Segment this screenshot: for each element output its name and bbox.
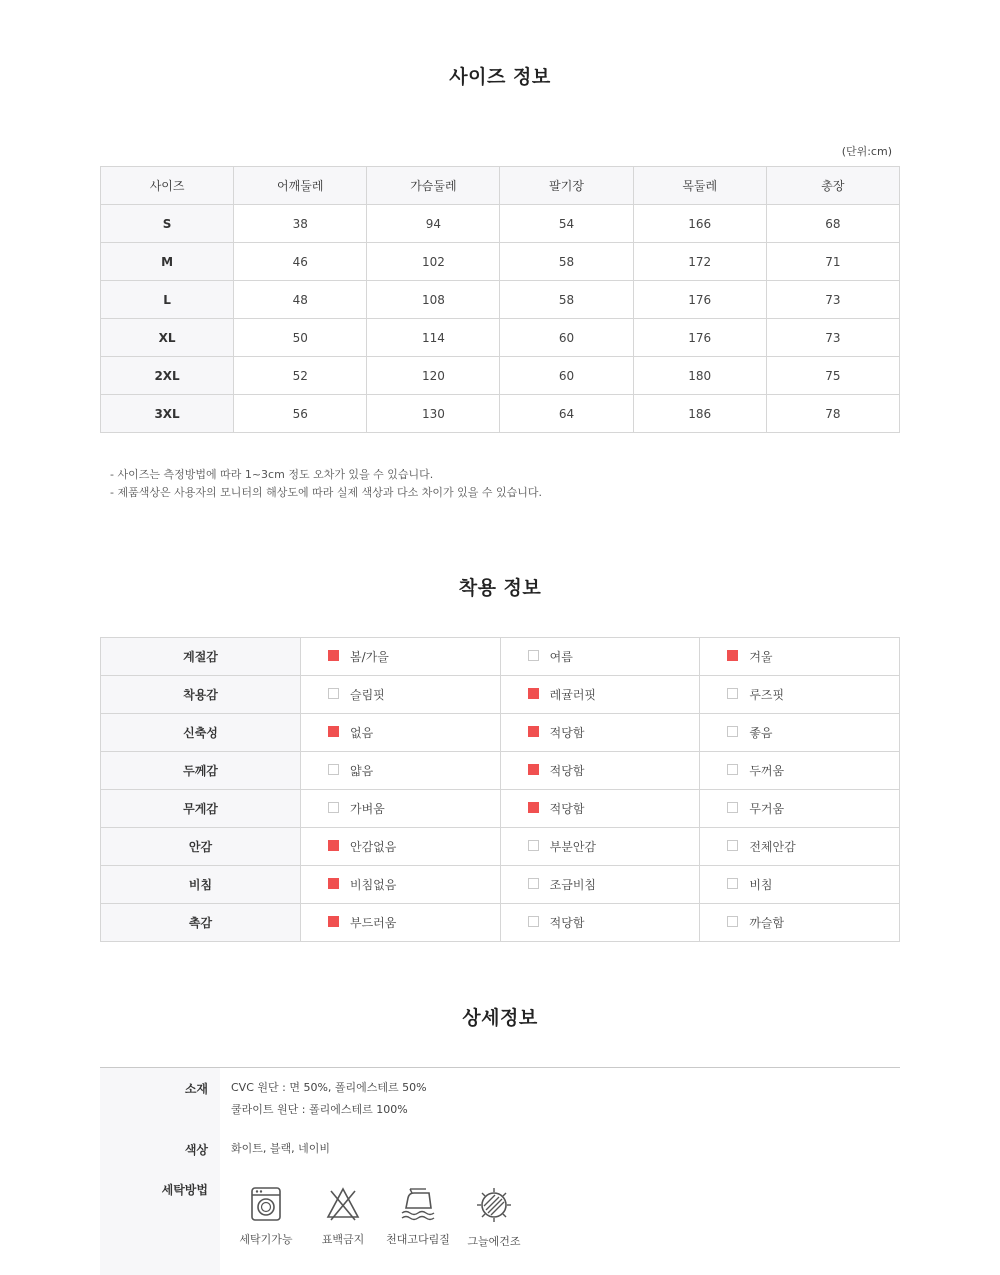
fit-option-label: 얇음 bbox=[350, 764, 374, 778]
material-values bbox=[231, 1077, 427, 1121]
checked-box-icon bbox=[328, 726, 339, 737]
fit-table bbox=[100, 637, 900, 942]
size-table bbox=[100, 166, 900, 433]
fit-option bbox=[301, 828, 501, 866]
fit-option-label: 적당함 bbox=[549, 764, 585, 778]
size-value-cell: 52 bbox=[234, 357, 367, 395]
unit-label: (단위:cm) bbox=[841, 145, 892, 158]
unchecked-box-icon bbox=[727, 688, 738, 699]
fit-option bbox=[301, 904, 501, 942]
fit-option-label: 적당함 bbox=[549, 802, 585, 816]
fit-option bbox=[301, 676, 501, 714]
fit-option bbox=[500, 828, 700, 866]
fit-option bbox=[500, 638, 700, 676]
fit-option bbox=[301, 714, 501, 752]
unchecked-box-icon bbox=[727, 840, 738, 851]
material-line: CVC 원단 : 면 50%, 폴리에스테르 50% bbox=[231, 1081, 427, 1094]
size-value-cell: 64 bbox=[500, 395, 633, 433]
fit-option bbox=[301, 866, 501, 904]
unchecked-box-icon bbox=[328, 688, 339, 699]
wash-item-label: 그늘에건조 bbox=[467, 1235, 521, 1248]
size-notes bbox=[110, 466, 542, 502]
fit-row bbox=[101, 828, 900, 866]
fit-info-title: 착용 정보 bbox=[458, 577, 542, 599]
unchecked-box-icon bbox=[727, 764, 738, 775]
fit-option-label: 까슬함 bbox=[749, 916, 785, 930]
color-label: 색상 bbox=[184, 1143, 208, 1157]
fit-row bbox=[101, 676, 900, 714]
wash-item-label: 천대고다림질 bbox=[386, 1233, 450, 1246]
size-info-title: 사이즈 정보 bbox=[449, 66, 551, 88]
size-value-cell: 73 bbox=[766, 281, 899, 319]
unchecked-box-icon bbox=[727, 802, 738, 813]
fit-row-label: 비침 bbox=[101, 866, 301, 904]
fit-option bbox=[500, 676, 700, 714]
fit-row bbox=[101, 790, 900, 828]
checked-box-icon bbox=[328, 650, 339, 661]
size-value-cell: 102 bbox=[367, 243, 500, 281]
size-value-cell: 50 bbox=[234, 319, 367, 357]
fit-option-label: 부드러움 bbox=[350, 916, 397, 930]
fit-option bbox=[700, 828, 900, 866]
fit-option-label: 부분안감 bbox=[549, 840, 597, 854]
size-table-row bbox=[101, 281, 900, 319]
size-value-cell: 176 bbox=[633, 281, 766, 319]
size-value-cell: 120 bbox=[367, 357, 500, 395]
size-value-cell: 56 bbox=[234, 395, 367, 433]
size-header-cell: 목둘레 bbox=[633, 167, 766, 205]
size-header-cell: 어깨둘레 bbox=[234, 167, 367, 205]
size-table-header-row bbox=[101, 167, 900, 205]
size-name-cell: M bbox=[101, 243, 234, 281]
size-header-cell: 가슴둘레 bbox=[367, 167, 500, 205]
unchecked-box-icon bbox=[528, 840, 539, 851]
fit-row-label: 계절감 bbox=[101, 638, 301, 676]
detail-panel bbox=[100, 1067, 900, 1275]
size-table-row bbox=[101, 357, 900, 395]
checked-box-icon bbox=[528, 726, 539, 737]
detail-info-title: 상세정보 bbox=[462, 1007, 538, 1029]
fit-option bbox=[700, 714, 900, 752]
size-name-cell: 2XL bbox=[101, 357, 234, 395]
wash-label: 세탁방법 bbox=[161, 1183, 208, 1197]
size-value-cell: 38 bbox=[234, 205, 367, 243]
fit-option-label: 루즈핏 bbox=[749, 688, 785, 702]
fit-row bbox=[101, 904, 900, 942]
fit-option-label: 무거움 bbox=[749, 802, 785, 816]
size-value-cell: 114 bbox=[367, 319, 500, 357]
washing-machine-icon bbox=[249, 1186, 283, 1222]
color-value: 화이트, 블랙, 네이비 bbox=[231, 1142, 330, 1155]
size-table-row bbox=[101, 205, 900, 243]
size-value-cell: 130 bbox=[367, 395, 500, 433]
unchecked-box-icon bbox=[528, 916, 539, 927]
fit-option-label: 적당함 bbox=[549, 916, 585, 930]
note-line: - 사이즈는 측정방법에 따라 1~3cm 정도 오차가 있을 수 있습니다. bbox=[110, 468, 434, 481]
size-value-cell: 166 bbox=[633, 205, 766, 243]
size-value-cell: 46 bbox=[234, 243, 367, 281]
size-header-cell: 총장 bbox=[766, 167, 899, 205]
fit-option-label: 비침 bbox=[749, 878, 773, 892]
fit-option-label: 두꺼움 bbox=[749, 764, 785, 778]
fit-row bbox=[101, 866, 900, 904]
unchecked-box-icon bbox=[528, 650, 539, 661]
size-value-cell: 94 bbox=[367, 205, 500, 243]
fit-option-label: 봄/가을 bbox=[350, 650, 389, 664]
fit-row-label: 촉감 bbox=[101, 904, 301, 942]
fit-option bbox=[700, 904, 900, 942]
size-value-cell: 180 bbox=[633, 357, 766, 395]
checked-box-icon bbox=[528, 688, 539, 699]
wash-item-label: 세탁기가능 bbox=[239, 1233, 293, 1246]
fit-option-label: 가벼움 bbox=[350, 802, 385, 816]
fit-option bbox=[500, 752, 700, 790]
fit-option bbox=[500, 790, 700, 828]
iron-with-cloth-icon bbox=[398, 1186, 438, 1222]
fit-option bbox=[700, 638, 900, 676]
fit-row-label: 무게감 bbox=[101, 790, 301, 828]
unchecked-box-icon bbox=[727, 916, 738, 927]
size-table-row bbox=[101, 319, 900, 357]
wash-item bbox=[444, 1186, 544, 1249]
fit-option bbox=[301, 638, 501, 676]
size-name-cell: XL bbox=[101, 319, 234, 357]
size-value-cell: 172 bbox=[633, 243, 766, 281]
material-line: 쿨라이트 원단 : 폴리에스테르 100% bbox=[231, 1103, 408, 1116]
fit-option bbox=[700, 752, 900, 790]
fit-option bbox=[500, 904, 700, 942]
fit-option-label: 좋음 bbox=[749, 726, 773, 740]
shade-dry-icon bbox=[475, 1186, 513, 1224]
size-value-cell: 75 bbox=[766, 357, 899, 395]
size-value-cell: 78 bbox=[766, 395, 899, 433]
unchecked-box-icon bbox=[328, 764, 339, 775]
fit-option bbox=[500, 866, 700, 904]
size-value-cell: 60 bbox=[500, 319, 633, 357]
fit-row-label: 신축성 bbox=[101, 714, 301, 752]
fit-option bbox=[700, 790, 900, 828]
size-value-cell: 54 bbox=[500, 205, 633, 243]
size-value-cell: 176 bbox=[633, 319, 766, 357]
size-header-cell: 사이즈 bbox=[101, 167, 234, 205]
fit-option-label: 전체안감 bbox=[749, 840, 796, 854]
fit-row bbox=[101, 714, 900, 752]
fit-option bbox=[700, 676, 900, 714]
fit-option-label: 없음 bbox=[350, 726, 374, 740]
fit-option-label: 비침없음 bbox=[350, 878, 397, 892]
fit-option bbox=[700, 866, 900, 904]
size-value-cell: 108 bbox=[367, 281, 500, 319]
fit-option-label: 적당함 bbox=[549, 726, 585, 740]
size-value-cell: 58 bbox=[500, 243, 633, 281]
fit-option-label: 겨울 bbox=[749, 650, 773, 664]
checked-box-icon bbox=[328, 878, 339, 889]
size-value-cell: 73 bbox=[766, 319, 899, 357]
fit-option-label: 여름 bbox=[549, 650, 573, 664]
size-table-row bbox=[101, 395, 900, 433]
size-value-cell: 48 bbox=[234, 281, 367, 319]
size-value-cell: 58 bbox=[500, 281, 633, 319]
checked-box-icon bbox=[328, 916, 339, 927]
checked-box-icon bbox=[528, 802, 539, 813]
size-value-cell: 68 bbox=[766, 205, 899, 243]
fit-option-label: 안감없음 bbox=[350, 840, 397, 854]
fit-row bbox=[101, 638, 900, 676]
checked-box-icon bbox=[528, 764, 539, 775]
size-header-cell: 팔기장 bbox=[500, 167, 633, 205]
detail-label-column bbox=[100, 1068, 220, 1275]
checked-box-icon bbox=[727, 650, 738, 661]
note-line: - 제품색상은 사용자의 모니터의 해상도에 따라 실제 색상과 다소 차이가 있을 수 있습니다. bbox=[110, 486, 542, 499]
size-table-row bbox=[101, 243, 900, 281]
fit-option bbox=[301, 752, 501, 790]
size-name-cell: 3XL bbox=[101, 395, 234, 433]
material-label: 소재 bbox=[184, 1082, 208, 1096]
unchecked-box-icon bbox=[727, 878, 738, 889]
size-name-cell: S bbox=[101, 205, 234, 243]
unchecked-box-icon bbox=[528, 878, 539, 889]
size-value-cell: 60 bbox=[500, 357, 633, 395]
fit-option bbox=[500, 714, 700, 752]
size-value-cell: 71 bbox=[766, 243, 899, 281]
fit-option-label: 슬림핏 bbox=[350, 688, 385, 702]
fit-row-label: 착용감 bbox=[101, 676, 301, 714]
fit-option bbox=[301, 790, 501, 828]
no-bleach-icon bbox=[325, 1186, 361, 1222]
wash-item-label: 표백금지 bbox=[321, 1233, 365, 1246]
fit-option-label: 레귤러핏 bbox=[549, 688, 597, 702]
size-name-cell: L bbox=[101, 281, 234, 319]
checked-box-icon bbox=[328, 840, 339, 851]
unchecked-box-icon bbox=[328, 802, 339, 813]
fit-row bbox=[101, 752, 900, 790]
unchecked-box-icon bbox=[727, 726, 738, 737]
fit-row-label: 안감 bbox=[101, 828, 301, 866]
fit-row-label: 두께감 bbox=[101, 752, 301, 790]
size-value-cell: 186 bbox=[633, 395, 766, 433]
fit-option-label: 조금비침 bbox=[549, 878, 597, 892]
